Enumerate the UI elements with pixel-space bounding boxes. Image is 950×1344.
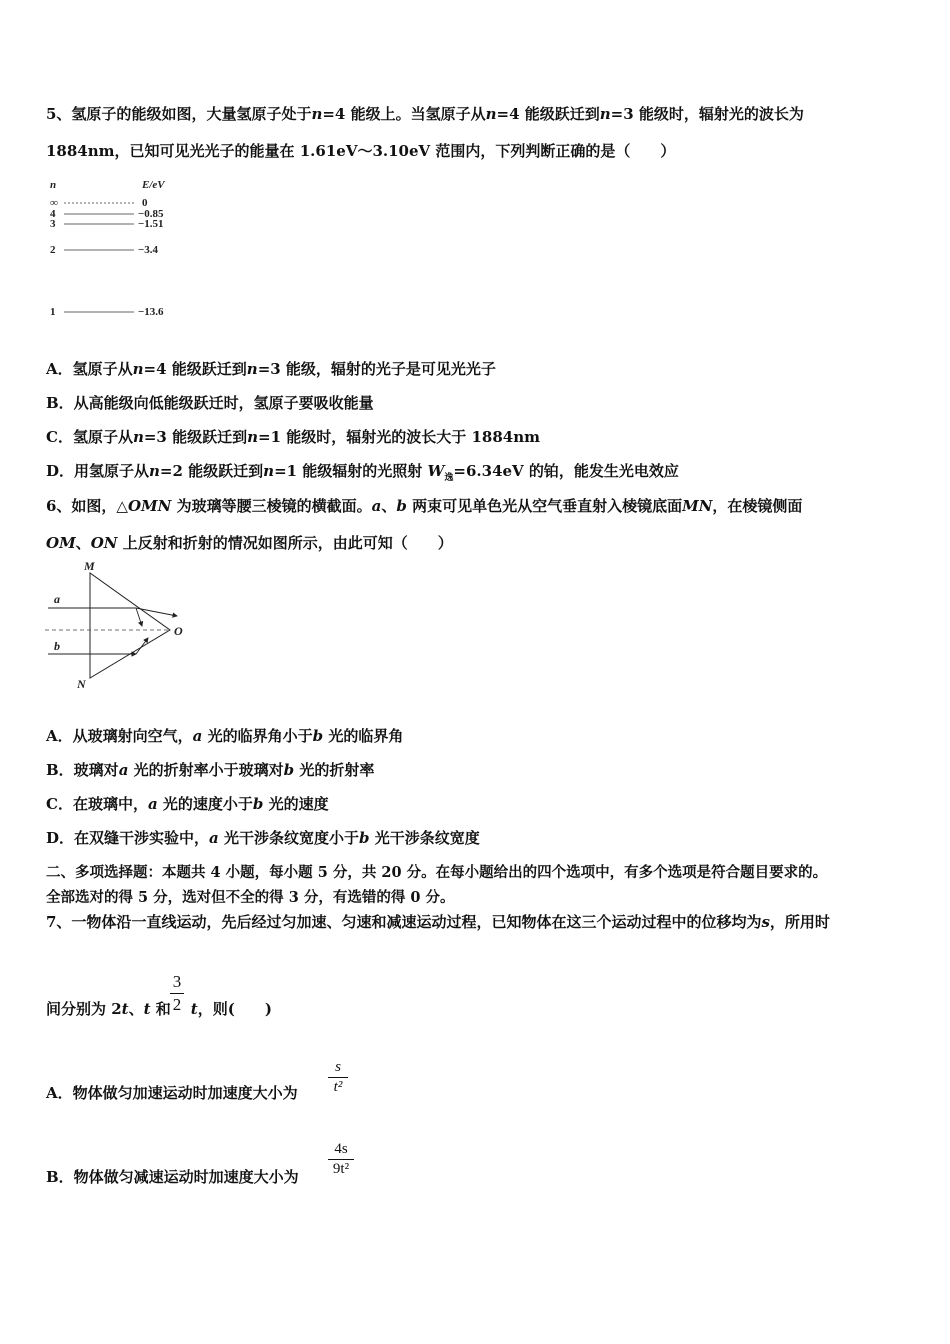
ray-b-reflected (136, 638, 148, 654)
q7-option-a-fraction: s t² (328, 1059, 348, 1096)
q5-stem-line1: 5、氢原子的能级如图，大量氢原子处于n=4 能级上。当氢原子从n=4 能级跃迁到n=3 能级时，辐射光的波长为 (46, 105, 804, 123)
section-2-heading-line1: 二、多项选择题：本题共 4 小题，每小题 5 分，共 20 分。在每小题给出的四个选项中，有多个选项是符合题目要求的。 (46, 864, 828, 881)
q6-option-a: A．从玻璃射向空气，a 光的临界角小于b 光的临界角 (46, 727, 404, 745)
q5-option-c: C．氢原子从n=3 能级跃迁到n=1 能级时，辐射光的波长大于 1884nm (46, 428, 540, 446)
label-a: a (54, 592, 60, 606)
label-m: M (84, 559, 95, 573)
n-header: n (50, 179, 57, 191)
level-e-2: −3.4 (138, 244, 159, 256)
q6-stem-line1: 6、如图，△OMN 为玻璃等腰三棱镜的横截面。a、b 两束可见单色光从空气垂直射入棱镜底面MN，在棱镜侧面 (46, 497, 803, 515)
q6-option-d: D．在双缝干涉实验中，a 光干涉条纹宽度小于b 光干涉条纹宽度 (46, 829, 480, 847)
q7-option-b-fraction: 4s 9t² (328, 1141, 354, 1178)
level-e-3: −1.51 (138, 218, 164, 230)
ray-a-reflected (136, 608, 142, 626)
q6-option-c: C．在玻璃中，a 光的速度小于b 光的速度 (46, 795, 329, 813)
level-n-4: 4 (50, 208, 56, 220)
prism-outline (90, 573, 170, 678)
q5-option-b: B．从高能级向低能级跃迁时，氢原子要吸收能量 (46, 394, 374, 412)
q7-stem-line1: 7、一物体沿一直线运动，先后经过匀加速、匀速和减速运动过程，已知物体在这三个运动过程中的位移均为s，所用时 (46, 913, 830, 931)
level-n-2: 2 (50, 244, 56, 256)
level-e-1: −13.6 (138, 306, 164, 318)
q7-stem-line2: 间分别为 2t、t 和 t，则( ) (46, 1000, 272, 1018)
label-b: b (54, 639, 60, 653)
label-n: N (77, 677, 86, 691)
e-header: E/eV (142, 179, 165, 191)
q6-option-b: B．玻璃对a 光的折射率小于玻璃对b 光的折射率 (46, 761, 375, 779)
level-n-3: 3 (50, 218, 56, 230)
q5-option-a: A．氢原子从n=4 能级跃迁到n=3 能级，辐射的光子是可见光光子 (46, 360, 496, 378)
q5-stem-line2: 1884nm，已知可见光光子的能量在 1.61eV～3.10eV 范围内，下列判断正确的是（ ） (46, 142, 676, 160)
q7-option-a: A．物体做匀加速运动时加速度大小为 (46, 1084, 298, 1102)
section-2-heading-line2: 全部选对的得 5 分，选对但不全的得 3 分，有选错的得 0 分。 (46, 889, 455, 906)
level-e-4: −0.85 (138, 208, 164, 220)
ray-a-refracted (136, 608, 177, 616)
q7-fraction-three-halves: 3 2 (170, 972, 184, 1015)
q5-option-d: D．用氢原子从n=2 能级跃迁到n=1 能级辐射的光照射 $W_逸=6.34eV$ 的铂，能发生光电效应 (46, 462, 679, 483)
q6-stem-line2: OM、ON 上反射和折射的情况如图所示，由此可知（ ） (46, 534, 453, 552)
energy-level-diagram (46, 174, 186, 324)
level-n-inf: ∞ (50, 197, 58, 209)
level-n-1: 1 (50, 306, 56, 318)
prism-diagram (40, 558, 200, 693)
level-e-inf: 0 (142, 197, 148, 209)
label-o: O (174, 624, 183, 638)
q7-option-b: B．物体做匀减速运动时加速度大小为 (46, 1168, 299, 1186)
